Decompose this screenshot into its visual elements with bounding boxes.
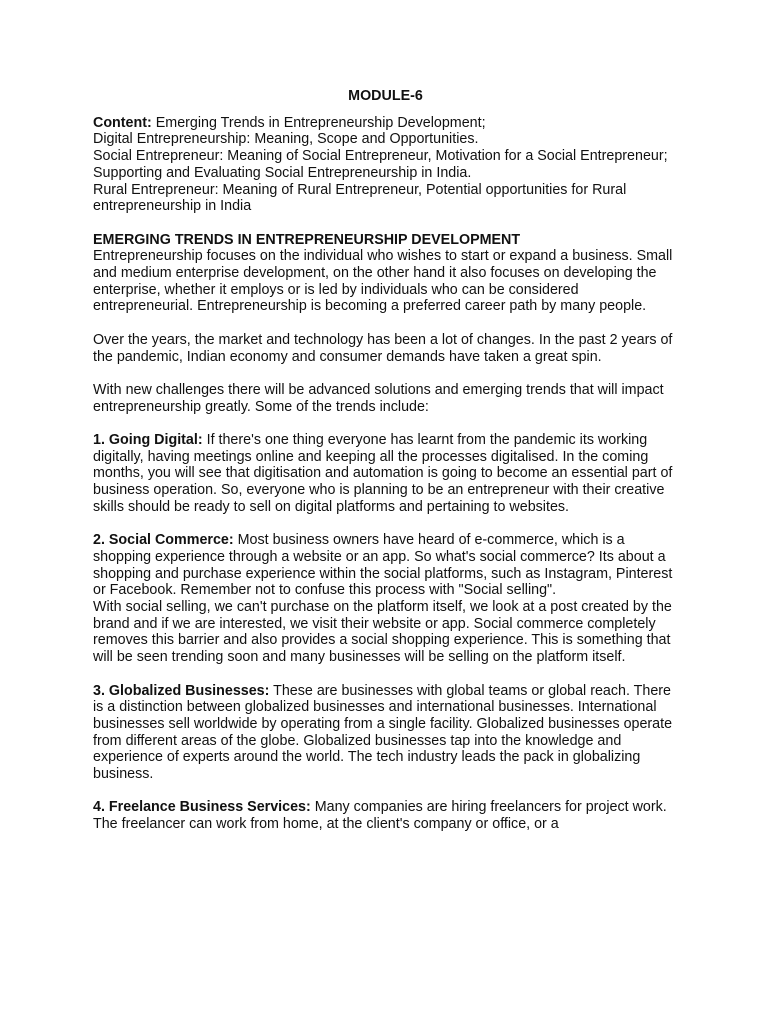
- module-title: MODULE-6: [348, 88, 423, 104]
- section-heading: EMERGING TRENDS IN ENTREPRENEURSHIP DEVELOPMENT: [93, 231, 521, 248]
- trend-globalized-businesses: [93, 683, 678, 783]
- trend-freelance-business-services: [93, 799, 678, 832]
- content-summary: [93, 115, 678, 215]
- trend-social-commerce: [93, 532, 678, 666]
- trend-label: 3. Globalized Businesses:: [93, 682, 270, 699]
- content-line-2: Digital Entrepreneurship: Meaning, Scope and Opportunities.: [93, 131, 479, 148]
- trend-text: These are businesses with global teams or global reach. There is a distinction between globalized businesses and international businesses. International businesses sell worldwide by operating from a single facility. Globalized businesses operate from different areas of the globe. Globalized businesses tap into the knowledge and experience of experts around the world. The tech industry leads the pack in globalizing business.: [93, 682, 673, 783]
- trend-going-digital: [93, 432, 678, 516]
- trend-label: 2. Social Commerce:: [93, 532, 234, 549]
- paragraph-trends-intro: With new challenges there will be advanced solutions and emerging trends that will impact entrepreneurship greatly. Some of the trends include:: [93, 381, 664, 415]
- trend-text: Many companies are hiring freelancers for project work. The freelancer can work from home, at the client's company or office, or a: [93, 799, 667, 833]
- document-body: [93, 88, 678, 833]
- content-label: Content:: [93, 114, 152, 131]
- intro-paragraph: Entrepreneurship focuses on the individual who wishes to start or expand a business. Small and medium enterprise development, on the other hand it also focuses on developing the enterprise, whether it employs or is led by individuals who can be considered entrepreneurial. Entrepreneurship is becoming a preferred career path by many people.: [93, 248, 673, 315]
- content-line-1: Emerging Trends in Entrepreneurship Development;: [155, 114, 486, 131]
- trend-text: If there's one thing everyone has learnt from the pandemic its working digitally, having meetings online and keeping all the processes digitalised. In the coming months, you will see that digitisation and automation is going to become an essential part of business operation. So, everyone who is planning to be an entrepreneur with their creative skills should be ready to sell on digital platforms and pertaining to websites.: [93, 432, 673, 515]
- trend-extra-text: With social selling, we can't purchase on the platform itself, we look at a post created by the brand and if we are interested, we visit their website or app. Social commerce completely removes this barrier and also provides a social shopping experience. This is something that will be seen trending soon and many businesses will be selling on the platform itself.: [93, 599, 672, 666]
- content-line-4: Rural Entrepreneur: Meaning of Rural Entrepreneur, Potential opportunities for Rural entrepreneurship in India: [93, 181, 627, 215]
- paragraph-market-changes: Over the years, the market and technology has been a lot of changes. In the past 2 years of the pandemic, Indian economy and consumer demands have taken a great spin.: [93, 331, 673, 365]
- trend-label: 4. Freelance Business Services:: [93, 799, 311, 816]
- content-line-3: Social Entrepreneur: Meaning of Social Entrepreneur, Motivation for a Social Entrepreneur; Supporting and Evaluating Social Entrepreneurship in India.: [93, 148, 668, 181]
- trend-text: Most business owners have heard of e-commerce, which is a shopping experience through a website or an app. So what's social commerce? Its about a shopping and purchase experience within the social platforms, such as Instagram, Pinterest or Facebook. Remember not to confuse this process with "Social selling".: [93, 532, 673, 599]
- trend-label: 1. Going Digital:: [93, 432, 203, 448]
